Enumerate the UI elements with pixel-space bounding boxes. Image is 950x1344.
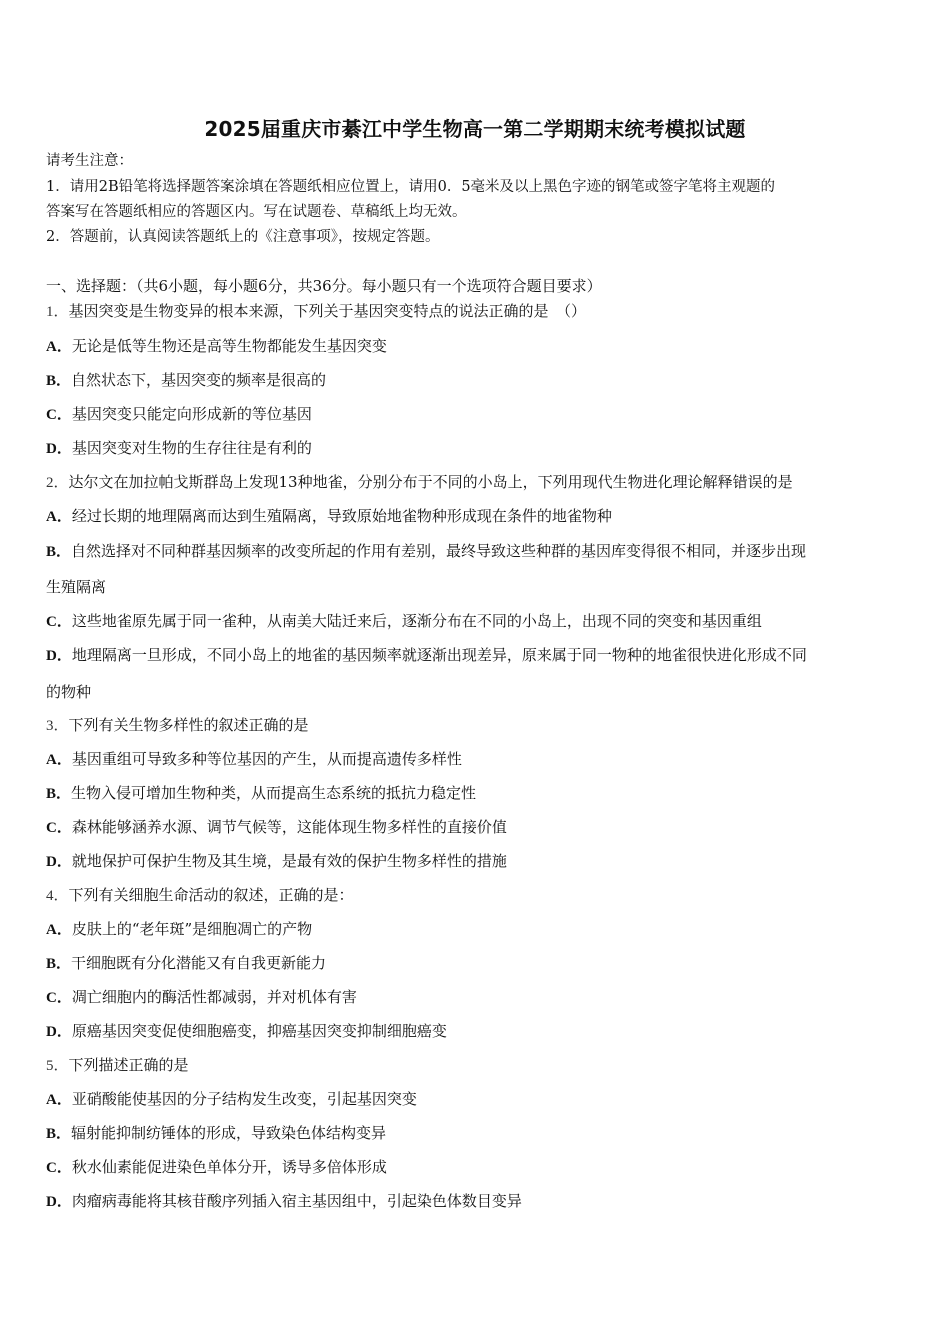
option-letter: B．	[46, 1126, 72, 1142]
option-continuation: 生殖隔离	[46, 578, 107, 596]
option-letter: A．	[46, 1092, 72, 1108]
option-text: 自然选择对不同种群基因频率的改变所起的作用有差别，最终导致这些种群的基因库变得很不相同，并逐步出现	[71, 542, 807, 560]
notice-heading: 请考生注意：	[46, 153, 133, 169]
question-stem	[46, 473, 906, 492]
question-text: 下列有关生物多样性的叙述正确的是	[68, 716, 309, 734]
page-title: 2025届重庆市綦江中学生物高一第二学期期末统考模拟试题	[204, 117, 746, 141]
option	[46, 371, 906, 390]
option	[46, 646, 906, 665]
option-letter: A．	[46, 752, 72, 768]
option-text: 凋亡细胞内的酶活性都减弱，并对机体有害	[71, 988, 357, 1006]
option-text: 秋水仙素能促进染色单体分开，诱导多倍体形成	[71, 1158, 387, 1176]
option	[46, 337, 906, 356]
section-heading: 一、选择题：（共6小题，每小题6分，共36分。每小题只有一个选项符合题目要求）	[46, 277, 602, 295]
option-text: 原癌基因突变促使细胞癌变，抑癌基因突变抑制细胞癌变	[71, 1022, 447, 1040]
option-letter: C．	[46, 820, 72, 836]
option-letter: B．	[46, 544, 72, 560]
option	[46, 612, 906, 631]
option	[46, 1022, 906, 1041]
question-text: 基因突变是生物变异的根本来源，下列关于基因突变特点的说法正确的是 （）	[68, 302, 587, 320]
option-letter: B．	[46, 956, 72, 972]
question-stem	[46, 1056, 906, 1075]
option	[46, 1158, 906, 1177]
option-text: 基因重组可导致多种等位基因的产生，从而提高遗传多样性	[71, 750, 462, 768]
option-letter: B．	[46, 786, 72, 802]
option-letter: C．	[46, 1160, 72, 1176]
option-text: 干细胞既有分化潜能又有自我更新能力	[71, 954, 327, 972]
option	[46, 439, 906, 458]
option	[46, 920, 906, 939]
notice-item-1: 1．请用2B铅笔将选择题答案涂填在答题纸相应位置上，请用0．5毫米及以上黑色字迹的钢笔或签字笔将主观题的	[46, 179, 776, 195]
option-letter: C．	[46, 614, 72, 630]
question-number: 1．	[46, 304, 69, 320]
option-letter: A．	[46, 922, 72, 938]
option-text: 基因突变只能定向形成新的等位基因	[71, 405, 312, 423]
question-number: 4．	[46, 888, 69, 904]
option-letter: A．	[46, 509, 72, 525]
notice-item-2: 2．答题前，认真阅读答题纸上的《注意事项》，按规定答题。	[46, 229, 440, 245]
option	[46, 852, 906, 871]
question-number: 3．	[46, 718, 69, 734]
option-letter: D．	[46, 648, 72, 664]
option-letter: A．	[46, 339, 72, 355]
question-stem	[46, 716, 906, 735]
option-letter: C．	[46, 990, 72, 1006]
option	[46, 750, 906, 769]
option-letter: B．	[46, 373, 72, 389]
option-text: 基因突变对生物的生存往往是有利的	[71, 439, 312, 457]
option	[46, 954, 906, 973]
option	[46, 1124, 906, 1143]
question-stem	[46, 886, 906, 905]
option	[46, 988, 906, 1007]
option-text: 地理隔离一旦形成，不同小岛上的地雀的基因频率就逐渐出现差异，原来属于同一物种的地雀很快进化形成不同	[71, 646, 807, 664]
option-letter: D．	[46, 1024, 72, 1040]
option-text: 这些地雀原先属于同一雀种，从南美大陆迁来后，逐渐分布在不同的小岛上，出现不同的突变和基因重组	[71, 612, 762, 630]
option-continuation: 的物种	[46, 683, 92, 701]
option-letter: D．	[46, 1194, 72, 1210]
question-text: 下列有关细胞生命活动的叙述，正确的是：	[68, 886, 354, 904]
option-text: 生物入侵可增加生物种类，从而提高生态系统的抵抗力稳定性	[71, 784, 477, 802]
option	[46, 542, 906, 561]
option-text: 肉瘤病毒能将其核苷酸序列插入宿主基因组中，引起染色体数目变异	[71, 1192, 522, 1210]
question-text: 达尔文在加拉帕戈斯群岛上发现13种地雀，分别分布于不同的小岛上，下列用现代生物进化理论解释错误的是	[68, 473, 793, 491]
option	[46, 405, 906, 424]
option-text: 经过长期的地理隔离而达到生殖隔离，导致原始地雀物种形成现在条件的地雀物种	[71, 507, 612, 525]
question-text: 下列描述正确的是	[68, 1056, 189, 1074]
question-stem	[46, 302, 906, 321]
option	[46, 1192, 906, 1211]
option	[46, 784, 906, 803]
option-text: 辐射能抑制纺锤体的形成，导致染色体结构变异	[71, 1124, 387, 1142]
option-letter: D．	[46, 854, 72, 870]
option	[46, 818, 906, 837]
notice-item-1-cont: 答案写在答题纸相应的答题区内。写在试题卷、草稿纸上均无效。	[46, 204, 467, 220]
option	[46, 1090, 906, 1109]
option-text: 就地保护可保护生物及其生境，是最有效的保护生物多样性的措施	[71, 852, 507, 870]
option-letter: D．	[46, 441, 72, 457]
option	[46, 507, 906, 526]
option-text: 无论是低等生物还是高等生物都能发生基因突变	[71, 337, 387, 355]
option-text: 自然状态下，基因突变的频率是很高的	[71, 371, 327, 389]
option-letter: C．	[46, 407, 72, 423]
question-number: 2．	[46, 475, 69, 491]
option-text: 森林能够涵养水源、调节气候等，这能体现生物多样性的直接价值	[71, 818, 507, 836]
option-text: 亚硝酸能使基因的分子结构发生改变，引起基因突变	[71, 1090, 417, 1108]
option-text: 皮肤上的“老年斑”是细胞凋亡的产物	[71, 920, 313, 938]
question-number: 5．	[46, 1058, 69, 1074]
